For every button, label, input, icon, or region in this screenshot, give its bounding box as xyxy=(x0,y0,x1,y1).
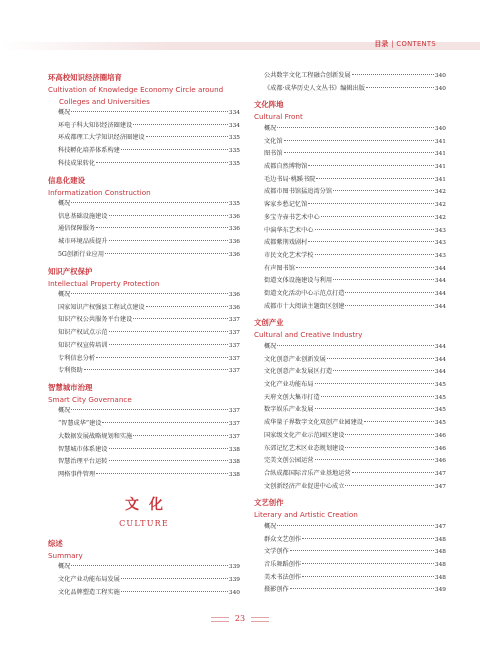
entry-page-number: 345 xyxy=(434,382,446,389)
section-heading-en: Cultural Front xyxy=(254,112,303,122)
toc-entry[interactable] xyxy=(254,443,446,456)
dot-leader xyxy=(315,383,434,384)
entry-title: 科技成果转化 xyxy=(58,159,96,167)
section-heading-en: Cultural and Creative Industry xyxy=(254,330,363,340)
entry-title: 《成都·成华历史人文丛书》编辑出版 xyxy=(264,84,365,92)
entry-title: 大数据发展战略规划和实施 xyxy=(58,432,133,440)
running-head-cn: 目录 xyxy=(374,40,389,48)
toc-entry[interactable] xyxy=(48,418,240,431)
dot-leader xyxy=(133,318,228,319)
entry-title: 国家知识产权强县工程试点建设 xyxy=(58,303,145,311)
running-head-separator: | xyxy=(391,40,394,48)
entry-page-number: 336 xyxy=(228,304,240,311)
entry-page-number: 336 xyxy=(228,239,240,246)
toc-entry[interactable] xyxy=(254,572,446,585)
entry-title: 网格事件管理 xyxy=(58,470,96,478)
toc-section xyxy=(48,382,240,482)
entry-title: 知识产权宣传培训 xyxy=(58,341,108,349)
entry-page-number: 335 xyxy=(228,135,240,142)
section-heading-en: Cultivation of Knowledge Economy Circle around xyxy=(48,85,224,94)
dot-leader xyxy=(71,111,228,112)
entry-page-number: 349 xyxy=(434,587,446,594)
section-heading-en: Intellectual Property Protection xyxy=(48,278,160,288)
entry-title: 文化创意产业创新发展 xyxy=(264,355,326,363)
entry-title: 美术书法创作 xyxy=(264,573,302,581)
entry-page-number: 343 xyxy=(434,240,446,247)
entry-page-number: 334 xyxy=(228,110,240,116)
entry-title: 5G创新行业应用 xyxy=(58,250,105,258)
entry-page-number: 341 xyxy=(434,138,446,145)
entry-title: 国家级文化产业示范园区建设 xyxy=(264,431,345,439)
toc-entry[interactable] xyxy=(254,225,446,238)
toc-entry[interactable] xyxy=(254,468,446,481)
entry-page-number: 341 xyxy=(434,151,446,158)
entry-title: 多宝寺壶书艺术中心 xyxy=(264,213,320,221)
entry-title: 街道文化活动中心示范点打造 xyxy=(264,290,345,298)
dot-leader xyxy=(109,460,228,461)
toc-entry[interactable] xyxy=(48,561,240,574)
dot-leader xyxy=(302,563,434,564)
toc-entry[interactable] xyxy=(48,145,240,158)
entry-page-number: 345 xyxy=(434,394,446,401)
toc-entry[interactable] xyxy=(254,301,446,314)
part-title xyxy=(48,494,240,528)
toc-entry[interactable] xyxy=(48,120,240,133)
entry-page-number: 347 xyxy=(434,523,446,530)
entry-title: 城市环境品质提升 xyxy=(58,238,108,246)
entry-title: 环电子科大知识经济圈建设 xyxy=(58,121,133,129)
entry-page-number: 337 xyxy=(228,408,240,415)
dot-leader xyxy=(364,421,434,422)
section-heading-cn: 信息化建设 xyxy=(48,175,85,185)
entry-page-number: 335 xyxy=(228,201,240,208)
entry-title: 概况 xyxy=(58,291,71,299)
toc-entry[interactable] xyxy=(254,379,446,392)
dot-leader xyxy=(133,124,228,125)
entry-page-number: 342 xyxy=(434,202,446,209)
toc-section xyxy=(254,497,446,597)
section-heading-cn: 环高校知识经济圈培育 xyxy=(48,73,122,82)
entry-title: 概况 xyxy=(58,407,71,415)
dot-leader xyxy=(352,472,434,473)
toc-entry[interactable] xyxy=(48,314,240,327)
entry-title: 街道文体设施建设与利用 xyxy=(264,277,333,285)
section-heading-cn: 综述 xyxy=(48,538,63,548)
entry-title: 群众文艺创作 xyxy=(264,535,302,543)
dot-leader xyxy=(333,279,434,280)
entry-title: 知识产权公共服务平台建设 xyxy=(58,316,133,324)
dot-leader xyxy=(277,127,434,128)
toc-entry[interactable] xyxy=(254,584,446,597)
entry-page-number: 341 xyxy=(434,164,446,171)
section-heading-cn: 知识产权保护 xyxy=(48,266,93,276)
entry-title: 概况 xyxy=(58,563,71,571)
entry-title: 成都自然博物馆 xyxy=(264,163,308,171)
entry-page-number: 348 xyxy=(434,574,446,581)
section-heading-cn: 文艺创作 xyxy=(254,498,284,508)
dot-leader xyxy=(146,136,228,137)
entry-title: 成都市图书馆猛追湾分馆 xyxy=(264,188,333,196)
toc-entry[interactable] xyxy=(254,174,446,187)
toc-entry[interactable] xyxy=(254,341,446,354)
dot-leader xyxy=(296,267,434,268)
dot-leader xyxy=(345,485,433,486)
toc-entry[interactable] xyxy=(48,574,240,587)
dot-leader xyxy=(109,448,228,449)
entry-title: 知识产权试点示范 xyxy=(58,329,108,337)
toc-entry[interactable] xyxy=(254,354,446,367)
section-entries xyxy=(48,289,240,378)
entry-title: 智慧城市体系建设 xyxy=(58,445,108,453)
entry-title: 东郊记忆艺术区业态规划建设 xyxy=(264,444,345,452)
dot-leader xyxy=(333,370,434,371)
entry-page-number: 344 xyxy=(434,343,446,350)
entry-title: 专利资助 xyxy=(58,367,83,375)
dot-leader xyxy=(96,357,228,358)
dot-leader xyxy=(316,178,433,179)
toc-entry[interactable] xyxy=(48,353,240,366)
toc-entry[interactable] xyxy=(48,198,240,211)
dot-leader xyxy=(290,550,434,551)
entry-title: 合纵成都国际音乐产业基地运营 xyxy=(264,469,351,477)
toc-entry[interactable] xyxy=(254,559,446,572)
entry-page-number: 339 xyxy=(228,564,240,571)
toc-section xyxy=(48,175,240,262)
dot-leader xyxy=(277,525,434,526)
entry-page-number: 334 xyxy=(228,122,240,129)
entry-title: 概况 xyxy=(58,109,71,116)
entry-page-number: 336 xyxy=(228,213,240,220)
dot-leader xyxy=(71,293,228,294)
toc-entry[interactable] xyxy=(48,107,240,120)
dot-leader xyxy=(333,190,434,191)
entry-title: 概况 xyxy=(264,124,277,132)
toc-entry[interactable] xyxy=(254,481,446,494)
toc-entry[interactable] xyxy=(48,223,240,236)
toc-entry[interactable] xyxy=(48,249,240,262)
entry-page-number: 348 xyxy=(434,549,446,556)
entry-title: 数字娱乐产业发展 xyxy=(264,406,314,414)
entry-title: 环成都理工大学知识经济圈建设 xyxy=(58,134,145,142)
toc-entry[interactable] xyxy=(48,431,240,444)
entry-page-number: 343 xyxy=(434,227,446,234)
entry-page-number: 347 xyxy=(434,483,446,490)
dot-leader xyxy=(71,202,228,203)
entry-page-number: 337 xyxy=(228,433,240,440)
dot-leader xyxy=(315,459,434,460)
toc-entry[interactable] xyxy=(254,275,446,288)
dot-leader xyxy=(277,345,434,346)
entry-title: “智慧成华”建设 xyxy=(58,420,102,428)
toc-entry[interactable] xyxy=(48,211,240,224)
toc-section xyxy=(254,317,446,493)
entry-title: 通信保障服务 xyxy=(58,225,96,233)
toc-entry[interactable] xyxy=(254,212,446,225)
section-heading-cn: 文创产业 xyxy=(254,318,284,328)
footer-ornament-left xyxy=(211,617,229,622)
entry-title: 市民文化艺术学校 xyxy=(264,251,314,259)
dot-leader xyxy=(109,331,228,332)
dot-leader xyxy=(121,578,228,579)
entry-title: 音乐舞蹈创作 xyxy=(264,561,302,568)
entry-title: 摄影创作 xyxy=(264,586,289,594)
toc-entry[interactable] xyxy=(254,430,446,443)
toc-entry[interactable] xyxy=(254,534,446,547)
dot-leader xyxy=(308,203,434,204)
running-head-en: CONTENTS xyxy=(396,40,436,48)
toc-entry[interactable] xyxy=(254,70,446,83)
section-entries xyxy=(48,198,240,262)
dot-leader xyxy=(345,447,433,448)
entry-title: 成都紫荆戏剧村 xyxy=(264,239,308,247)
dot-leader xyxy=(345,292,433,293)
page-number: 23 xyxy=(234,614,246,623)
section-heading-cn: 文化阵地 xyxy=(254,100,284,110)
entry-page-number: 345 xyxy=(434,420,446,427)
toc-section xyxy=(48,538,240,600)
entry-title: 概况 xyxy=(264,522,277,530)
dot-leader xyxy=(308,241,434,242)
entry-title: 文化创意产业发展区打造 xyxy=(264,368,333,376)
toc-entry[interactable] xyxy=(254,136,446,149)
section-entries xyxy=(254,521,446,597)
entry-title: 毛边书局·桃蹊书院 xyxy=(264,175,316,183)
toc-entry[interactable] xyxy=(48,456,240,469)
entry-page-number: 340 xyxy=(434,73,446,79)
entry-title: 有声图书馆 xyxy=(264,264,295,272)
entry-title: 客家乡愁记忆馆 xyxy=(264,201,308,209)
entry-page-number: 344 xyxy=(434,278,446,285)
entry-title: 完美文创公园运营 xyxy=(264,457,314,465)
dot-leader xyxy=(109,240,228,241)
dot-leader xyxy=(121,149,228,150)
dot-leader xyxy=(302,538,434,539)
entry-page-number: 338 xyxy=(228,471,240,478)
entry-page-number: 346 xyxy=(434,432,446,439)
toc-entry[interactable] xyxy=(254,288,446,301)
entry-page-number: 336 xyxy=(228,292,240,299)
entry-title: 图书馆 xyxy=(264,150,283,158)
dot-leader xyxy=(121,591,228,592)
toc-entry[interactable] xyxy=(48,158,240,171)
entry-page-number: 336 xyxy=(228,226,240,233)
dot-leader xyxy=(96,473,228,474)
toc-entry[interactable] xyxy=(254,186,446,199)
toc-entry[interactable] xyxy=(48,469,240,482)
toc-entry[interactable] xyxy=(254,161,446,174)
left-after-sections xyxy=(48,538,240,600)
toc-entry[interactable] xyxy=(254,546,446,559)
entry-page-number: 338 xyxy=(228,459,240,466)
toc-entry[interactable] xyxy=(254,521,446,534)
entry-page-number: 337 xyxy=(228,421,240,428)
toc-entry[interactable] xyxy=(254,250,446,263)
dot-leader xyxy=(109,344,228,345)
dot-leader xyxy=(345,305,433,306)
entry-page-number: 338 xyxy=(228,446,240,453)
right-continued-entries xyxy=(254,70,446,95)
entry-title: 文学创作 xyxy=(264,548,289,556)
part-title-cn: 文化 xyxy=(125,496,173,513)
dot-leader xyxy=(352,74,434,75)
entry-page-number: 345 xyxy=(434,407,446,414)
dot-leader xyxy=(308,165,434,166)
entry-page-number: 337 xyxy=(228,355,240,362)
dot-leader xyxy=(366,87,434,88)
entry-page-number: 340 xyxy=(228,589,240,596)
section-heading-en: Colleges and Universities xyxy=(59,96,150,106)
dot-leader xyxy=(96,227,228,228)
entry-page-number: 341 xyxy=(434,176,446,183)
entry-page-number: 344 xyxy=(434,369,446,376)
entry-page-number: 335 xyxy=(228,148,240,155)
dot-leader xyxy=(146,306,228,307)
toc-entry[interactable] xyxy=(254,263,446,276)
left-column xyxy=(48,70,240,603)
entry-page-number: 337 xyxy=(228,317,240,324)
toc-entry[interactable] xyxy=(48,587,240,600)
footer-ornament-right xyxy=(251,617,269,622)
dot-leader xyxy=(315,229,434,230)
entry-page-number: 337 xyxy=(228,330,240,337)
toc-entry[interactable] xyxy=(48,302,240,315)
entry-title: 文化馆 xyxy=(264,137,283,145)
section-heading-en: Literary and Artistic Creation xyxy=(254,510,358,520)
entry-page-number: 337 xyxy=(228,368,240,375)
entry-title: 科技孵化培养体系构建 xyxy=(58,147,120,155)
dot-leader xyxy=(315,254,434,255)
entry-page-number: 343 xyxy=(434,252,446,259)
entry-page-number: 344 xyxy=(434,291,446,298)
dot-leader xyxy=(290,588,434,589)
dot-leader xyxy=(109,215,228,216)
toc-entry[interactable] xyxy=(254,392,446,405)
page-footer xyxy=(0,614,480,623)
entry-page-number: 340 xyxy=(434,85,446,92)
entry-page-number: 348 xyxy=(434,562,446,568)
dot-leader xyxy=(345,434,433,435)
toc-entry[interactable] xyxy=(48,236,240,249)
toc-entry[interactable] xyxy=(254,123,446,136)
entry-page-number: 335 xyxy=(228,160,240,167)
section-entries xyxy=(48,405,240,481)
toc-entry[interactable] xyxy=(48,327,240,340)
toc-entry[interactable] xyxy=(48,444,240,457)
toc-section xyxy=(48,72,240,171)
entry-title: 概况 xyxy=(58,200,71,208)
dot-leader xyxy=(71,565,228,566)
section-entries xyxy=(48,561,240,599)
toc-entry[interactable] xyxy=(48,289,240,302)
right-column xyxy=(254,70,446,601)
entry-title: 公共数字文化工程融合创新发展 xyxy=(264,72,351,79)
toc-entry[interactable] xyxy=(254,417,446,430)
dot-leader xyxy=(321,216,434,217)
entry-page-number: 337 xyxy=(228,342,240,349)
toc-entry[interactable] xyxy=(254,404,446,417)
toc-entry[interactable] xyxy=(48,340,240,353)
entry-title: 概况 xyxy=(264,342,277,350)
section-entries xyxy=(254,123,446,314)
toc-entry[interactable] xyxy=(254,366,446,379)
section-heading-en: Informatization Construction xyxy=(48,187,151,197)
entry-title: 信息基础设施建设 xyxy=(58,212,108,220)
toc-entry[interactable] xyxy=(254,237,446,250)
toc-entry[interactable] xyxy=(48,365,240,378)
left-sections xyxy=(48,72,240,482)
dot-leader xyxy=(315,408,434,409)
section-heading-en: Summary xyxy=(48,550,83,560)
toc-entry[interactable] xyxy=(48,132,240,145)
section-heading-en: Smart City Governance xyxy=(48,394,132,404)
entry-page-number: 336 xyxy=(228,251,240,258)
part-title-en: CULTURE xyxy=(119,518,169,528)
toc-section xyxy=(48,266,240,378)
entry-title: 智慧治理平台运转 xyxy=(58,458,108,466)
entry-title: 成华量子界数字文化双创产业园建设 xyxy=(264,419,363,427)
toc-entry[interactable] xyxy=(254,455,446,468)
entry-title: 中演华东艺术中心 xyxy=(264,226,314,234)
entry-title: 专利信息分析 xyxy=(58,354,96,362)
entry-page-number: 339 xyxy=(228,576,240,583)
entry-page-number: 340 xyxy=(434,125,446,132)
entry-title: 文化产业功能布局 xyxy=(264,381,314,389)
toc-entry[interactable] xyxy=(254,148,446,161)
entry-page-number: 347 xyxy=(434,470,446,477)
dot-leader xyxy=(284,140,434,141)
entry-title: 成都市十大阅读主题街区创建 xyxy=(264,302,345,310)
dot-leader xyxy=(284,152,434,153)
dot-leader xyxy=(327,358,434,359)
entry-title: 天府文创大集市打造 xyxy=(264,393,320,401)
right-sections xyxy=(254,99,446,597)
toc-entry[interactable] xyxy=(254,83,446,96)
toc-entry[interactable] xyxy=(48,405,240,418)
dot-leader xyxy=(105,253,228,254)
running-head xyxy=(375,38,436,48)
section-entries xyxy=(254,341,446,493)
dot-leader xyxy=(102,422,227,423)
entry-page-number: 344 xyxy=(434,265,446,272)
entry-page-number: 342 xyxy=(434,214,446,221)
dot-leader xyxy=(302,576,434,577)
dot-leader xyxy=(71,409,228,410)
entry-title: 文化品牌塑造工程实施 xyxy=(58,588,120,596)
entry-page-number: 348 xyxy=(434,536,446,543)
entry-page-number: 344 xyxy=(434,303,446,310)
dot-leader xyxy=(321,396,434,397)
entry-page-number: 346 xyxy=(434,445,446,452)
entry-title: 文创新经济产业促进中心成立 xyxy=(264,482,345,490)
entry-page-number: 342 xyxy=(434,189,446,196)
section-heading-cn: 智慧城市治理 xyxy=(48,382,93,392)
section-entries xyxy=(48,107,240,171)
entry-page-number: 346 xyxy=(434,458,446,465)
dot-leader xyxy=(96,162,228,163)
entry-page-number: 344 xyxy=(434,356,446,363)
toc-section xyxy=(254,99,446,313)
dot-leader xyxy=(84,369,228,370)
entry-title: 文化产业功能布局发展 xyxy=(58,575,120,583)
dot-leader xyxy=(133,435,228,436)
toc-entry[interactable] xyxy=(254,199,446,212)
